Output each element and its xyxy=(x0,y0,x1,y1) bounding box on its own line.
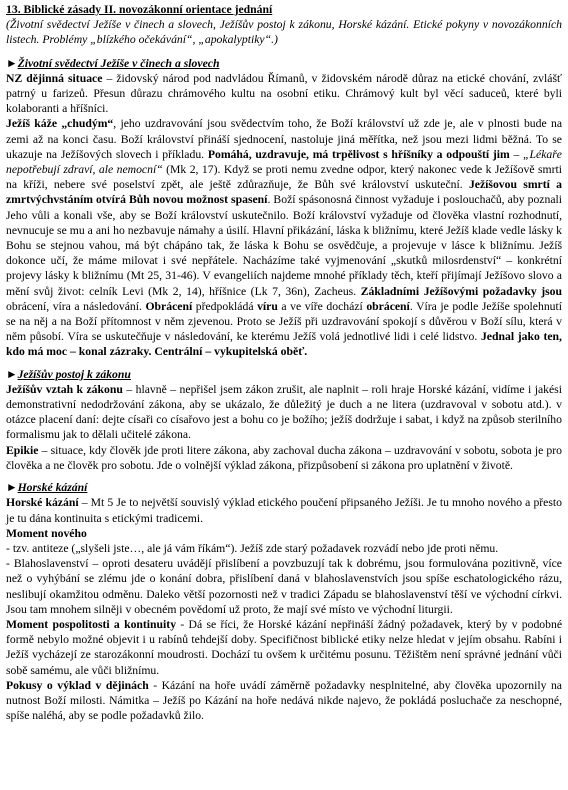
paragraph-moment-new xyxy=(6,526,562,541)
paragraph-text: - Blahoslavenství – oproti desateru uvádějí přislíbení a povzbuzují tak k dobrému, jsou formulována pozitivně, více než o vyhýbání se zlému jde o konání dobra, přislíbení daná v blahoslavenstvích jsou spíše eschatologického rázu, neslibují okamžitou odměnu. Daleko větší pozornosti než v tradici Západu se blahoslavenství těší ve východní církvi. Jsou tam mnohem silněji v obecném povědomí už proto, že mají své místo ve východní liturgii. xyxy=(6,557,562,616)
paragraph-text: - Dá se říci, že Horské kázání nepřináší žádný požadavek, který by v podobné formě nebylo možné objevit i u rabínů tehdejší doby. Specifičnost biblické etiky nelze hledat v jejím obsahu. Rabíni i Ježíš vycházejí ze starozákonní moudrosti. Dochází tu ovšem k určitému posunu. Těžištěm není správné jednání vůči sobě samému, ale vůči bližnímu. xyxy=(6,617,563,677)
paragraph-lead: Pokusy o výklad v dějinách xyxy=(6,678,149,692)
paragraph-antitheses xyxy=(6,541,562,556)
paragraph-text: – hlavně – nepřišel jsem zákon zrušit, ale naplnit – roli hraje Horské kázání, vidíme i jakési demonstrativní nedodržování zákona, aby se ukázalo, že důležitý je duch a ne litera (uzdravoval v sobotu atd.). v otázce placení daní: dejte císaři co císařovo jest a bohu co je božího; ježíš dodržuje i sabat, i když na způsob sterilního formalismu jak to dělali učitelé zákona. xyxy=(6,382,562,442)
emphasis-text: Obrácení xyxy=(145,299,193,313)
paragraph-relation-to-law xyxy=(6,382,562,443)
emphasis-text: víru xyxy=(257,299,278,313)
section-heading-testimony xyxy=(6,56,562,71)
paragraph-text: , jeho uzdravování jsou svědectvím toho, že Boží království už zde je, ale v plnosti bude na zemi až na konci času. Boží království přináší sjednocení, nastoluje jiná měřítka, než jsou mezi lidmi běžná. To se ukazuje na Ježíšových slovech i příkladu. xyxy=(6,117,563,161)
paragraph-lead: Moment nového xyxy=(6,526,87,540)
paragraph-text: – xyxy=(509,147,524,161)
paragraph-lead: Moment pospolitosti a kontinuity xyxy=(6,617,177,631)
paragraph-interpretations xyxy=(6,678,562,724)
section-heading-text: Životní svědectví Ježíše v činech a slovech xyxy=(17,56,220,70)
emphasis-text: Ježíš káže „chudým“ xyxy=(6,117,114,131)
paragraph-text: (Mk 2, 17). Když se proti nemu zvedne odpor, který nakonec vede k Ježíšově smrti na kříži, nebere své poselství zpět, ale ještě zdůrazňuje, že Bůh své království uskuteční. xyxy=(6,163,562,192)
arrow-bullet-icon: ► xyxy=(6,56,18,70)
emphasis-text: Základními Ježíšovými požadavky jsou xyxy=(360,284,562,298)
section-heading-sermon xyxy=(6,480,562,495)
paragraph-text: a ve víře dochází xyxy=(277,299,367,313)
paragraph-lead: Horské kázání xyxy=(6,496,79,510)
paragraph-text: – situace, kdy člověk jde proti litere zákona, aby zachoval ducha zákona – uzdravování v sobotu, sobota je pro člověka a ne člověk pro sobotu. Jde o volnější výklad zákona, přizpůsobení si zákona pro uplatnění v životě. xyxy=(6,443,562,472)
paragraph-jesus-preaches xyxy=(6,116,562,359)
paragraph-text: . Víra je podle Ježíše spolehnutí se na něj a na Boží přítomnost v něm zjevenou. Proto se Ježíš při uzdravování spokojí s důvěrou v Boží sílu, která v něm působí. Víra se uskutečňuje v následování, ke kterému Ježíš volá jednotlivé lidi i celé lidstvo. xyxy=(6,299,563,344)
paragraph-text: předpokládá xyxy=(192,299,258,313)
paragraph-historical-situation xyxy=(6,71,562,117)
emphasis-text: Jednal jako ten, kdo má moc – konal zázraky. Centrální – vykupitelská oběť. xyxy=(6,330,562,359)
paragraph-text: - tzv. antiteze („slyšeli jste…, ale já vám říkám“). Ježíš zde starý požadavek rozvádí nebo jde proti němu. xyxy=(6,541,499,555)
paragraph-continuity xyxy=(6,617,562,678)
emphasis-text: obrácení xyxy=(366,299,410,313)
arrow-bullet-icon: ► xyxy=(6,367,18,381)
paragraph-beatitudes xyxy=(6,556,562,617)
arrow-bullet-icon: ► xyxy=(6,481,18,495)
document-title: 13. Biblické zásady II. novozákonní orientace jednání xyxy=(6,3,273,16)
paragraph-text: . Boží spásonosná činnost vyžaduje i poslouchačů, aby poznali Jeho vůli a konali vše, aby se Boží království uskutečnilo. Boží království vyžaduje od člověka vlastní rozhodnutí, nevnucuje se mu a ani ho nezbavuje námahy a úsilí. Hlavní přikázání, láska k bližnímu, které Ježíš klade vedle lásky k Bohu se stejnou vahou, má být chápáno tak, že láska k Bohu se osvědčuje, a projevuje v lásce k bližnímu. Ježíš dokonce učí, že máme milovat i své nepřátele. Nacházíme také vyjmenování „skutků milosrdenství“ – konkrétní projevy lásky k bližnímu (Mt 25, 31-46). V evangeliích najdeme mnohé příklady těch, kteří přijímají Ježíšovo slovo a mění svůj život: celník Levi (Mk 2, 14), hříšnice (Lk 7, 36n), Zacheus. xyxy=(6,193,563,298)
emphasis-text: Pomáhá, uzdravuje, má trpělivost s hříšníky a odpouští jim xyxy=(207,147,510,161)
section-heading-law xyxy=(6,367,562,382)
emphasis-text: Ježíšovou smrtí a zmrtvýchvstáním otvírá Bůh novou možnost spasení xyxy=(6,178,562,207)
paragraph-text: - Kázání na hoře uvádí záměrně požadavky nesplnitelné, aby člověka upozornily na nutnost Boží milosti. Námitka – Ježíš po Kázání na hoře nedává nikde najevo, že pokládá posluchače za neschopné, spíše naléhá, aby se podle požadavků žilo. xyxy=(6,678,562,723)
paragraph-lead: Epikie xyxy=(6,443,39,457)
paragraph-epikeia xyxy=(6,443,562,473)
document-subtitle: (Životní svědectví Ježíše v činech a slovech, Ježíšův postoj k zákonu, Horské kázání. Etické pokyny v novozákonních listech. Problémy „blízkého očekávání“, „apokalyptiky“.) xyxy=(6,18,562,47)
paragraph-sermon-on-mount xyxy=(6,495,562,525)
section-heading-text: Ježíšův postoj k zákonu xyxy=(17,367,131,381)
paragraph-text: – židovský národ pod nadvládou Římanů, v židovském národě důraz na etické chování, zvlášť patrný u farizeů. Přesun důrazu chrámového kultu na osobní etiku. Chrámový kult byl věcí saduceů, které byli kolaboranti a hříšníci. xyxy=(6,71,562,116)
paragraph-lead: NZ dějinná situace xyxy=(6,71,103,85)
section-heading-text: Horské kázání xyxy=(17,481,88,495)
paragraph-text: obrácení, víra a následování. xyxy=(6,299,146,313)
quote-text: „Lékaře nepotřebují zdraví, ale nemocní“ xyxy=(6,147,562,177)
paragraph-text: – Mt 5 Je to největší souvislý výklad etického poučení připsaného Ježíši. Je tu mnoho nového a přesto je tu dána kontinuita s etickými tradicemi. xyxy=(6,496,563,525)
paragraph-lead: Ježíšův vztah k zákonu xyxy=(6,382,123,396)
